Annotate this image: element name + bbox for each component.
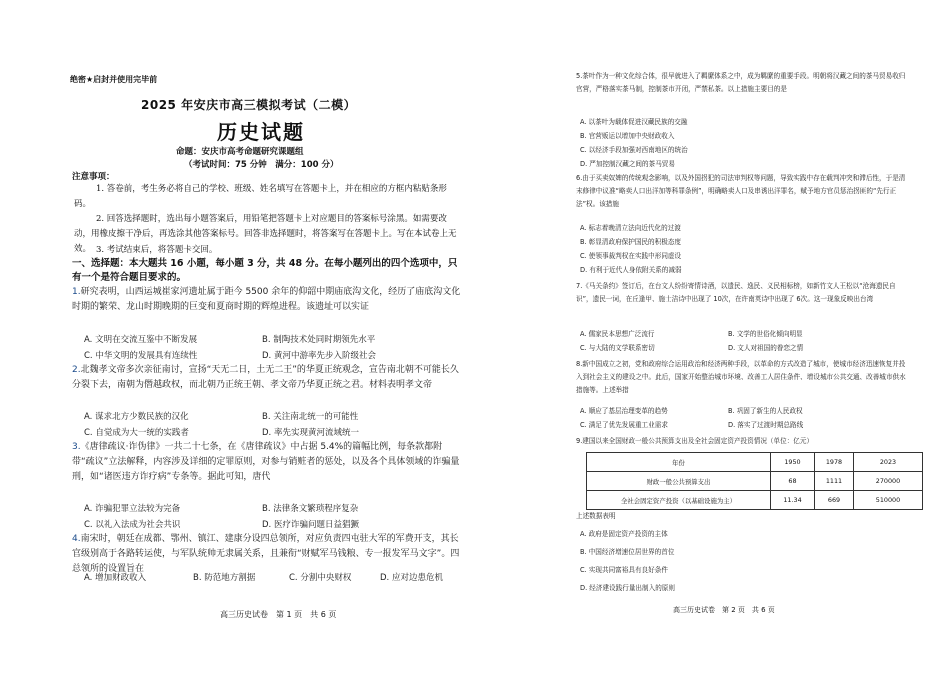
table-header-cell: 2023 xyxy=(854,453,923,472)
option[interactable]: C. 实现共同富裕具有良好条件 xyxy=(580,566,668,574)
question-stem: 研究表明，山西运城崔家河遗址属于距今 5500 余年的仰韶中期庙底沟文化，经历了庙底沟文化时期的繁荣、龙山时期晚期的巨变和夏商时期的辉煌进程。该遗址可以实证 xyxy=(72,287,461,312)
table-cell: 68 xyxy=(771,472,815,491)
author-line: 命题：安庆市高考命题研究课题组 xyxy=(176,147,304,157)
option[interactable]: D. 经济建设践行量出制入的原则 xyxy=(580,584,675,592)
table-cell: 669 xyxy=(815,491,854,510)
question-number: 5. xyxy=(576,72,583,80)
table-row xyxy=(587,472,923,491)
question-3 xyxy=(72,440,464,485)
table-cell: 财政一般公共预算支出 xyxy=(587,472,771,491)
page-footer: 高三历史试卷 第 1 页 共 6 页 xyxy=(220,610,337,619)
option[interactable]: C. 以经济手段加强对西南地区的统治 xyxy=(580,146,688,154)
notice-heading: 注意事项： xyxy=(72,172,115,182)
option[interactable]: A. 以茶叶为载体促进汉藏民族的交融 xyxy=(580,118,688,126)
option[interactable]: D. 落实了过渡时期总路线 xyxy=(728,421,804,429)
question-number: 6. xyxy=(576,174,583,182)
question-2 xyxy=(72,363,464,393)
option[interactable]: A. 政府是固定资产投资的主体 xyxy=(580,530,668,538)
question-number: 9. xyxy=(576,437,583,445)
question-8 xyxy=(576,358,906,397)
table-header-cell: 1978 xyxy=(815,453,854,472)
question-number: 7. xyxy=(576,282,583,290)
option[interactable]: A. 标志着晚清立法向近代化的过渡 xyxy=(580,224,681,232)
confidential-label: 绝密★启封并使用完毕前 xyxy=(70,75,158,84)
notice-item: 2. 回答选择题时，选出每小题答案后，用铅笔把答题卡上对应题目的答案标号涂黑。如需要改动，用橡皮擦干净后，再选涂其他答案标号。回答非选择题时，将答案写在答题卡上。写在本试卷上无效。 xyxy=(74,214,457,254)
option[interactable]: D. 严加控制汉藏之间的茶马贸易 xyxy=(580,160,675,168)
option[interactable]: B. 法律条文繁琐程序复杂 xyxy=(262,504,359,514)
option[interactable]: A. 儒家民本思想广泛流行 xyxy=(580,330,655,338)
table-header-cell: 年份 xyxy=(587,453,771,472)
option[interactable]: B. 中国经济增速位居世界的首位 xyxy=(580,548,675,556)
option[interactable]: D. 率先实现黄河流域统一 xyxy=(262,428,359,438)
option[interactable]: B. 巩固了新生的人民政权 xyxy=(728,407,803,415)
option[interactable]: C. 中华文明的发展具有连续性 xyxy=(84,351,198,361)
option[interactable]: A. 增加财政收入 xyxy=(84,573,147,583)
table-cell: 11.34 xyxy=(771,491,815,510)
question-number: 3. xyxy=(72,442,81,452)
table-row xyxy=(587,491,923,510)
section-heading: 一、选择题：本大题共 16 小题，每小题 3 分，共 48 分。在每小题列出的四个选项中，只有一个是符合题目要求的。 xyxy=(72,258,458,283)
question-stem: 北魏孝文帝多次亲征南讨，宣扬“天无二日，土无二王”的华夏正统观念，宣告南北朝不可能长久分裂下去，南朝为僭越政权，而北朝乃正统王朝、孝文帝乃华夏正统之君。材料表明孝文帝 xyxy=(72,365,459,390)
question-stem: 《马关条约》签订后，在台文人纷纷寄情诗酒，以遗民、逸民、义民相标榜，如新竹文人王松以“沧海遗民自识”，遗民一词，在丘逢甲、施士洁诗中出现了 10次，在许南英诗中出现了 6次。这一现象反映出台湾 xyxy=(576,282,896,303)
page-footer: 高三历史试卷 第 2 页 共 6 页 xyxy=(673,606,775,614)
option[interactable]: B. 文学的世俗化倾向明显 xyxy=(728,330,803,338)
option[interactable]: C. 以礼入法成为社会共识 xyxy=(84,520,181,530)
question-number: 4. xyxy=(72,534,81,544)
question-9 xyxy=(576,435,906,448)
question-5 xyxy=(576,70,906,96)
option[interactable]: D. 黄河中游率先步入阶级社会 xyxy=(262,351,376,361)
option[interactable]: B. 防范地方割据 xyxy=(193,573,256,583)
option[interactable]: A. 文明在交流互鉴中不断发展 xyxy=(84,335,198,345)
option[interactable]: C. 与大陆的文学联系密切 xyxy=(580,344,655,352)
option[interactable]: B. 官营贩运以增加中央财政收入 xyxy=(580,132,675,140)
table-header-row xyxy=(587,453,923,472)
table-header-cell: 1950 xyxy=(771,453,815,472)
question-stem: 新中国成立之初，党和政府综合运用政治和经济两种手段，以革命的方式改造了城市，使城市经济迅速恢复并投入到社会主义的建设之中。此后，国家开始整治城市环境、改善工人居住条件、增设城市公共交通、改善城市供水措施等。上述举措 xyxy=(576,360,906,394)
data-table xyxy=(586,452,923,510)
question-stem: 建国以来全国财政一般公共预算支出及全社会固定资产投资情况（单位：亿元） xyxy=(582,437,814,445)
table-cell: 1111 xyxy=(815,472,854,491)
option[interactable]: B. 关注南北统一的可能性 xyxy=(262,412,359,422)
option[interactable]: D. 文人对祖国的眷恋之情 xyxy=(728,344,804,352)
option[interactable]: C. 分割中央财权 xyxy=(289,573,352,583)
option[interactable]: D. 医疗诈骗问题日益猖獗 xyxy=(262,520,359,530)
option[interactable]: D. 有利于近代人身依附关系的减弱 xyxy=(580,266,682,274)
option[interactable]: A. 谋求北方少数民族的汉化 xyxy=(84,412,189,422)
question-number: 8. xyxy=(576,360,583,368)
question-stem: 南宋时，朝廷在成都、鄂州、镇江、建康分设四总领所，对应负责四屯驻大军的军费开支，其长官级别高于各路转运使，与军队统帅无隶属关系，且兼衔“财赋军马钱粮、专一报发军马文字”。四总领所的设置旨在 xyxy=(72,534,460,574)
notice-item: 1. 答卷前，考生务必将自己的学校、班级、姓名填写在答题卡上，并在相应的方框内粘贴条形码。 xyxy=(74,184,447,209)
option[interactable]: A. 顺应了基层治理变革的趋势 xyxy=(580,407,668,415)
table-cell: 全社会固定资产投资（以基础设施为主） xyxy=(587,491,771,510)
exam-time: （考试时间：75 分钟 满分：100 分） xyxy=(184,160,339,170)
option[interactable]: D. 应对边患危机 xyxy=(380,573,443,583)
question-stem: 《唐律疏议·诈伪律》一共二十七条，在《唐律疏议》中占据 5.4%的篇幅比例，每条款都附带“疏议”立法解释，内容涉及详细的定罪原则，对参与销赃者的惩处，以及各个具体领域的诈骗量刑，如“诸医违方诈疗病”专条等。据此可知，唐代 xyxy=(72,442,460,482)
question-number: 1. xyxy=(72,287,81,297)
notice-item: 3. 考试结束后，将答题卡交回。 xyxy=(96,245,218,255)
option[interactable]: C. 满足了优先发展重工业需求 xyxy=(580,421,668,429)
question-stem: 茶叶作为一种文化综合体，很早就进入了羁縻体系之中，成为羁縻的重要手段。明朝将汉藏之间的茶马贸易收归官营，严格落实茶马制，控制茶市开闭，严禁私茶。以上措施主要目的是 xyxy=(576,72,906,93)
subject-title: 历史试题 xyxy=(217,120,305,144)
question-7 xyxy=(576,280,906,306)
option[interactable]: C. 使领事裁判权在实践中形同虚设 xyxy=(580,252,682,260)
question-number: 2. xyxy=(72,365,81,375)
option[interactable]: B. 彰显清政府保护国民的积极态度 xyxy=(580,238,682,246)
option[interactable]: A. 诈骗犯罪立法较为完备 xyxy=(84,504,181,514)
table-cell: 510000 xyxy=(854,491,923,510)
question-6 xyxy=(576,172,906,211)
question-1 xyxy=(72,285,464,315)
exam-title: 2025 年安庆市高三模拟考试（二模） xyxy=(141,98,357,112)
table-cell: 270000 xyxy=(854,472,923,491)
table-note: 上述数据表明 xyxy=(576,512,616,520)
option[interactable]: B. 制陶技术处同时期领先水平 xyxy=(262,335,376,345)
option[interactable]: C. 自觉成为大一统的实践者 xyxy=(84,428,189,438)
question-stem: 由于买卖奴婢的传统观念影响，以及外国拐犯的司法审判权等问题，导致实践中存在载判冲突和滞后性，于是清末修律中议准“略卖人口出洋加等科罪条例”，明确略卖人口及串诱出洋罪名，赋予地方官员惩治拐匪的“先行正法”权。该措施 xyxy=(576,174,906,208)
